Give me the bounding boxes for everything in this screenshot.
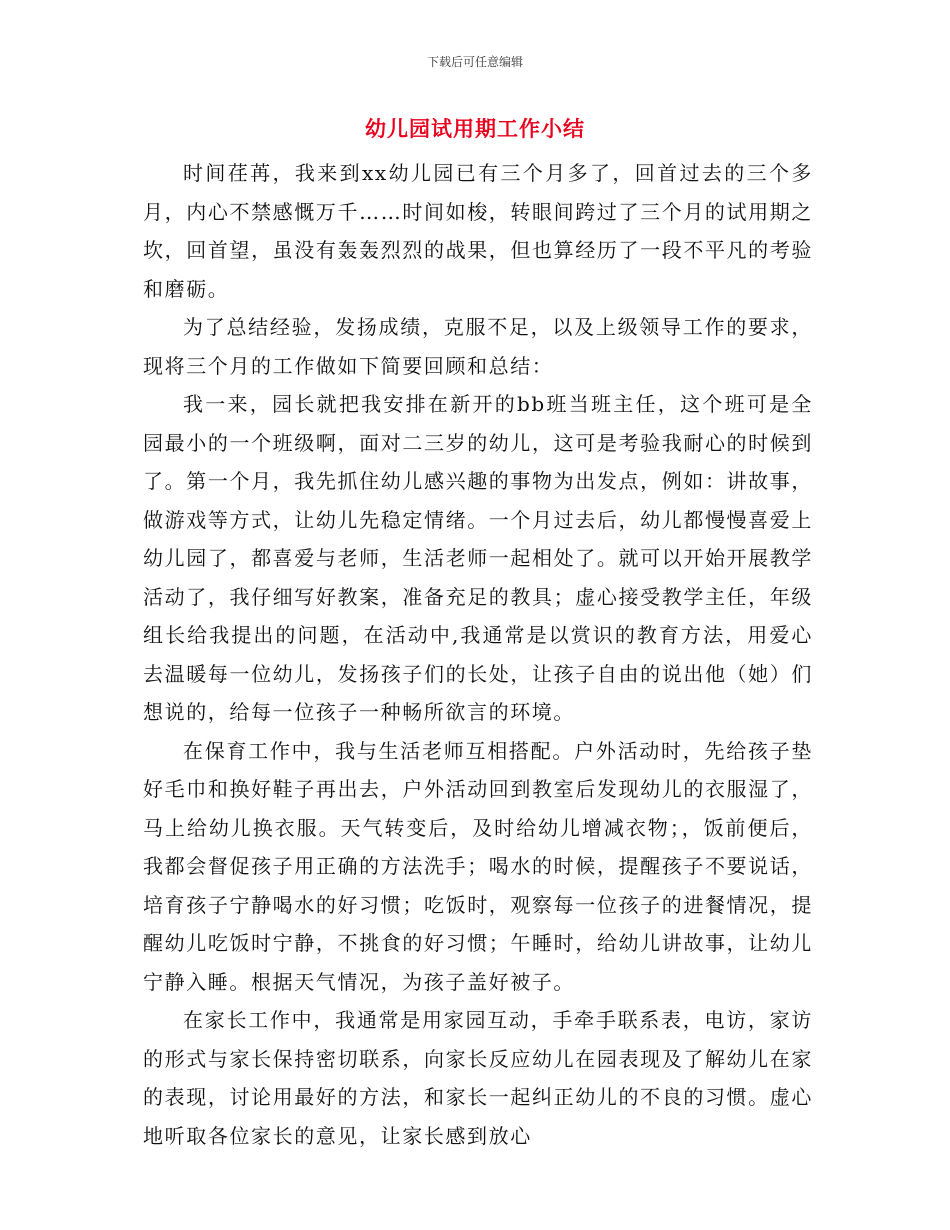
paragraph-intro: 时间荏苒，我来到xx幼儿园已有三个月多了，回首过去的三个多月，内心不禁感慨万千……时间如梭，转眼间跨过了三个月的试用期之坎，回首望，虽没有轰轰烈烈的战果，但也算经历了一段不平凡的考验和磨砺。	[143, 161, 813, 301]
page-header-note: 下载后可任意编辑	[426, 55, 523, 69]
paragraph-purpose: 为了总结经验，发扬成绩，克服不足，以及上级领导工作的要求，现将三个月的工作做如下简要回顾和总结：	[143, 315, 813, 378]
paragraph-teaching: 我一来，园长就把我安排在新开的bb班当班主任，这个班可是全园最小的一个班级啊，面对二三岁的幼儿，这可是考验我耐心的时候到了。第一个月，我先抓住幼儿感兴趣的事物为出发点，例如：讲故事，做游戏等方式，让幼儿先稳定情绪。一个月过去后，幼儿都慢慢喜爱上幼儿园了，都喜爱与老师，生活老师一起相处了。就可以开始开展教学活动了，我仔细写好教案，准备充足的教具；虚心接受教学主任，年级组长给我提出的问题，在活动中,我通常是以赏识的教育方法，用爱心去温暖每一位幼儿，发扬孩子们的长处，让孩子自由的说出他（她）们想说的，给每一位孩子一种畅所欲言的环境。	[143, 392, 813, 724]
paragraph-care: 在保育工作中，我与生活老师互相搭配。户外活动时，先给孩子垫好毛巾和换好鞋子再出去，户外活动回到教室后发现幼儿的衣服湿了，马上给幼儿换衣服。天气转变后，及时给幼儿增减衣物；，饭前便后，我都会督促孩子用正确的方法洗手；喝水的时候，提醒孩子不要说话，培育孩子宁静喝水的好习惯；吃饭时，观察每一位孩子的进餐情况，提醒幼儿吃饭时宁静，不挑食的好习惯；午睡时，给幼儿讲故事，让幼儿宁静入睡。根据天气情况，为孩子盖好被子。	[143, 738, 813, 994]
document-body	[143, 154, 813, 1155]
document-title: 幼儿园试用期工作小结	[365, 116, 585, 141]
paragraph-parents: 在家长工作中，我通常是用家园互动，手牵手联系表，电访，家访的形式与家长保持密切联系，向家长反应幼儿在园表现及了解幼儿在家的表现，讨论用最好的方法，和家长一起纠正幼儿的不良的习惯。虚心地听取各位家长的意见，让家长感到放心	[143, 1008, 813, 1148]
